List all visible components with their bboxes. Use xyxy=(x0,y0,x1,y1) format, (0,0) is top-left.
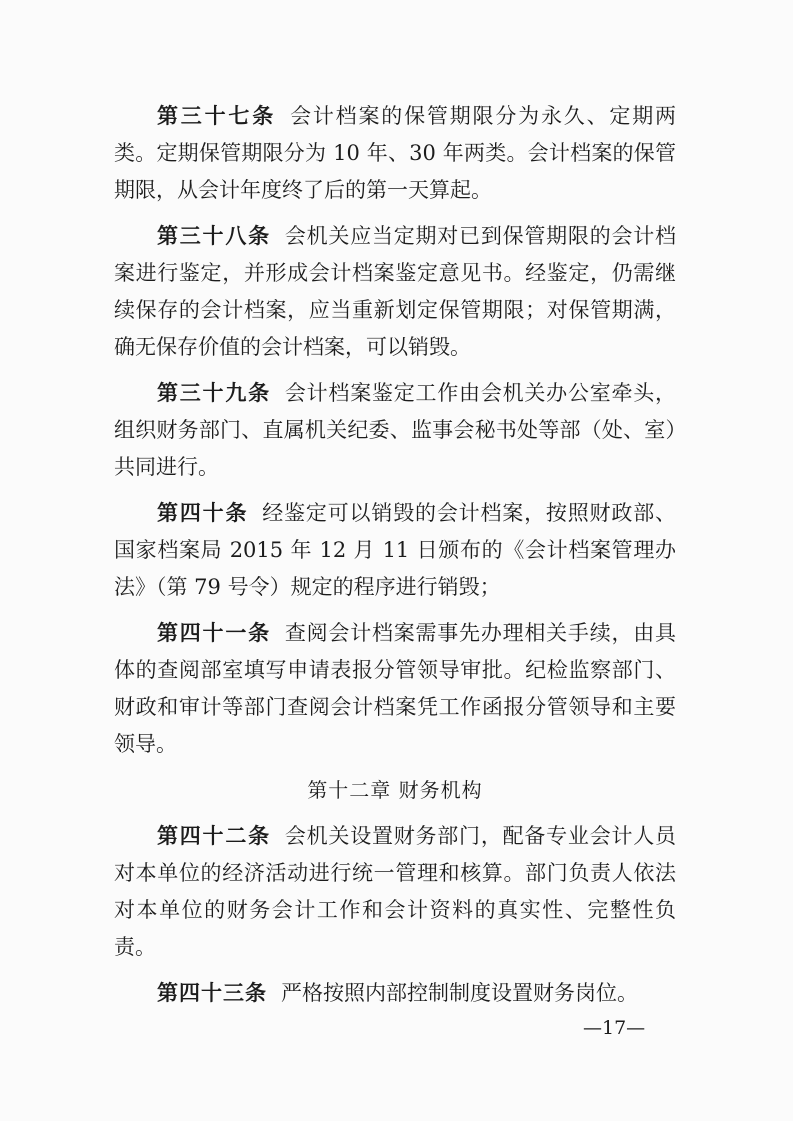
article-text: 查阅会计档案需事先办理相关手续，由具体的查阅部室填写申请表报分管领导审批。纪检监察部门、财政和审计等部门查阅会计档案凭工作函报分管领导和主要领导。 xyxy=(114,621,677,756)
article-text: 会机关应当定期对已到保管期限的会计档案进行鉴定，并形成会计档案鉴定意见书。经鉴定，仍需继续保存的会计档案，应当重新划定保管期限；对保管期满，确无保存价值的会计档案，可以销毁。 xyxy=(114,224,677,359)
page-number: —17— xyxy=(583,1017,646,1039)
article-text: 严格按照内部控制制度设置财务岗位。 xyxy=(281,981,638,1005)
article-40 xyxy=(114,495,676,606)
article-heading: 第四十三条 xyxy=(157,981,267,1005)
article-38 xyxy=(114,218,676,366)
article-39 xyxy=(114,375,676,486)
article-heading: 第三十八条 xyxy=(157,224,271,248)
article-41 xyxy=(114,615,676,763)
article-text: 会计档案鉴定工作由会机关办公室牵头，组织财务部门、直属机关纪委、监事会秘书处等部（处、室）共同进行。 xyxy=(114,381,677,479)
article-text: 会机关设置财务部门，配备专业会计人员对本单位的经济活动进行统一管理和核算。部门负责人依法对本单位的财务会计工作和会计资料的真实性、完整性负责。 xyxy=(114,824,677,959)
article-43 xyxy=(114,975,676,1012)
document-body xyxy=(114,98,676,1021)
article-heading: 第四十条 xyxy=(157,501,249,525)
chapter-title: 第十二章 财务机构 xyxy=(307,778,483,802)
article-42 xyxy=(114,818,676,966)
article-heading: 第四十二条 xyxy=(157,824,271,848)
article-text: 会计档案的保管期限分为永久、定期两类。定期保管期限分为 10 年、30 年两类。会计档案的保管期限，从会计年度终了后的第一天算起。 xyxy=(114,104,677,202)
article-text: 经鉴定可以销毁的会计档案，按照财政部、国家档案局 2015 年 12 月 11 日颁布的《会计档案管理办法》（第 79 号令）规定的程序进行销毁； xyxy=(114,501,677,599)
article-heading: 第三十九条 xyxy=(157,381,271,405)
article-heading: 第四十一条 xyxy=(157,621,271,645)
article-37 xyxy=(114,98,676,209)
article-heading: 第三十七条 xyxy=(157,104,277,128)
